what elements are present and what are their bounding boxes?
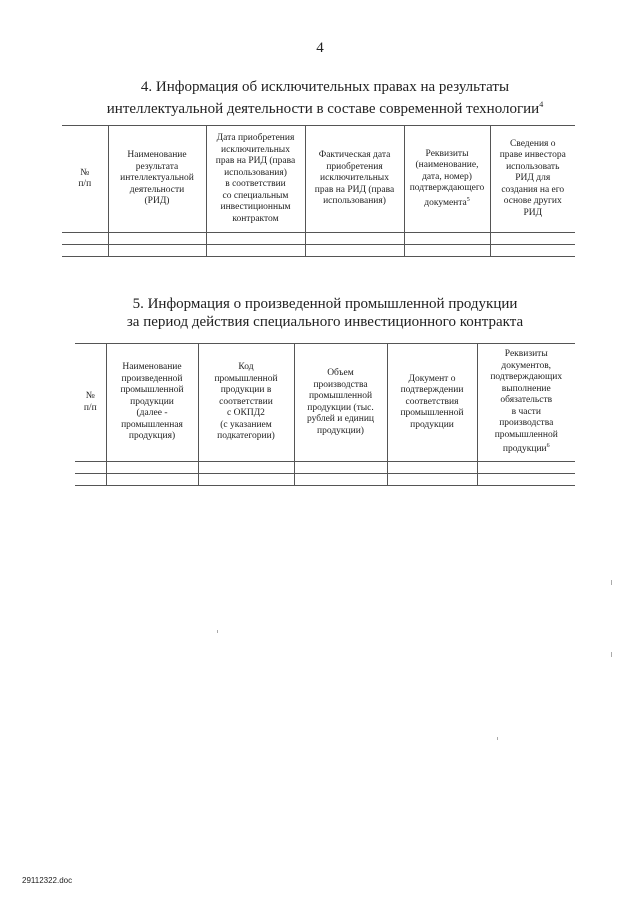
header-label: Наименование произведенной промышленной продукции (далее - промышленная продукция) — [120, 362, 184, 442]
header-label: Реквизиты документов, подтверждающих выполнение обязательств в части производства промышленной продукции — [490, 349, 563, 455]
header-cell — [206, 126, 305, 233]
empty-cell — [387, 474, 477, 486]
table-row — [62, 245, 575, 257]
empty-cell — [75, 462, 106, 474]
header-label: Объем производства промышленной продукции (тыс. рублей и единиц продукции) — [307, 368, 374, 436]
header-label: № п/п — [83, 391, 97, 413]
empty-cell — [108, 233, 206, 245]
header-cell — [198, 344, 294, 462]
table-header-row — [62, 126, 575, 233]
empty-cell — [62, 233, 108, 245]
empty-cell — [490, 233, 575, 245]
header-cell — [294, 344, 387, 462]
empty-cell — [108, 245, 206, 257]
empty-cell — [62, 245, 108, 257]
header-label: Наименование результата интеллектуальной деятельности (РИД) — [120, 150, 194, 207]
table-header-row — [75, 344, 575, 462]
header-cell — [387, 344, 477, 462]
table-intellectual-property — [62, 125, 575, 257]
header-label: Сведения о праве инвестора использовать РИД для создания на его основе других РИД — [499, 138, 566, 218]
empty-cell — [477, 474, 575, 486]
empty-cell — [106, 462, 198, 474]
table-row — [75, 462, 575, 474]
empty-cell — [198, 462, 294, 474]
header-label: Код промышленной продукции в соответствии с ОКПД2 (с указанием подкатегории) — [214, 362, 278, 442]
table-industrial-production — [75, 343, 575, 486]
header-cell — [477, 344, 575, 462]
scan-speck — [217, 630, 218, 633]
header-cell — [490, 126, 575, 233]
table-row — [75, 474, 575, 486]
page-number: 4 — [316, 40, 324, 56]
table-row — [62, 233, 575, 245]
header-cell — [106, 344, 198, 462]
header-cell — [75, 344, 106, 462]
section-5-title-line1: 5. Информация о произведенной промышленной продукции — [132, 296, 518, 312]
footnote-marker: 4 — [539, 100, 544, 109]
footnote-marker: 6 — [546, 443, 550, 450]
header-label: Дата приобретения исключительных прав на РИД (права использования) в соответствии со специальным инвестиционным контрактом — [215, 133, 296, 224]
section-4-title — [60, 78, 590, 118]
empty-cell — [477, 462, 575, 474]
section-4-title-line2: интеллектуальной деятельности в составе современной технологии$^4$ — [106, 100, 544, 117]
header-cell — [62, 126, 108, 233]
empty-cell — [106, 474, 198, 486]
empty-cell — [294, 462, 387, 474]
empty-cell — [387, 462, 477, 474]
scan-speck — [497, 737, 498, 740]
header-label: Реквизиты (наименование, дата, номер) подтверждающего документа — [409, 148, 485, 208]
footer-filename: 29112322.doc — [22, 876, 73, 885]
empty-cell — [404, 245, 490, 257]
section-5-title-line2: за период действия специального инвестиционного контракта — [126, 314, 524, 330]
empty-cell — [294, 474, 387, 486]
section-4-title-line1: 4. Информация об исключительных правах на результаты — [140, 79, 510, 95]
section-5-title — [60, 295, 590, 331]
empty-cell — [75, 474, 106, 486]
empty-cell — [404, 233, 490, 245]
header-cell — [305, 126, 404, 233]
header-label: Фактическая дата приобретения исключительных прав на РИД (права использования) — [314, 150, 395, 207]
header-cell — [108, 126, 206, 233]
empty-cell — [206, 233, 305, 245]
header-cell — [404, 126, 490, 233]
empty-cell — [490, 245, 575, 257]
scan-speck — [611, 580, 612, 585]
empty-cell — [206, 245, 305, 257]
scan-speck — [611, 652, 612, 657]
header-label: № п/п — [78, 167, 92, 189]
empty-cell — [305, 233, 404, 245]
footnote-marker: 5 — [466, 196, 470, 203]
header-label: Документ о подтверждении соответствия промышленной продукции — [400, 373, 464, 430]
empty-cell — [198, 474, 294, 486]
empty-cell — [305, 245, 404, 257]
